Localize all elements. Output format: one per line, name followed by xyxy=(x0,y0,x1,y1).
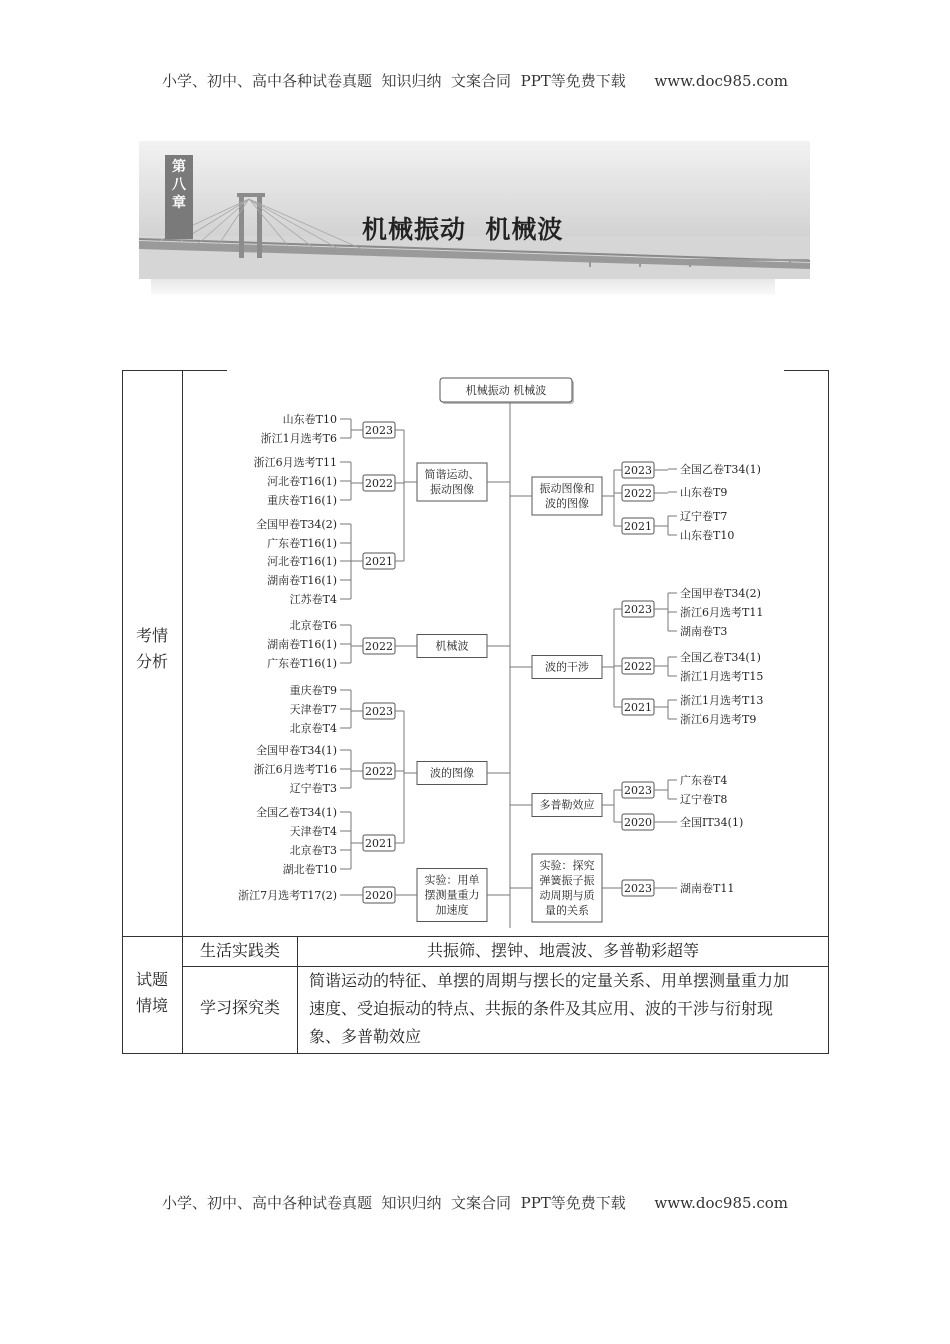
year-label: 2021 xyxy=(365,837,393,850)
root-label: 机械振动 机械波 xyxy=(465,384,547,397)
reference-item: 广东卷T16(1) xyxy=(267,537,337,550)
right-topic-label: 多普勒效应 xyxy=(539,798,595,812)
year-label: 2022 xyxy=(365,640,393,653)
left-topic-label: 振动图像 xyxy=(430,483,474,496)
reference-item: 湖南卷T3 xyxy=(680,625,728,638)
year-label: 2022 xyxy=(624,660,652,673)
left-topic-label: 简谐运动、 xyxy=(424,468,480,481)
right-topic-label: 波的干涉 xyxy=(545,660,589,674)
chapter-char: 八 xyxy=(172,177,186,193)
reference-item: 广东卷T4 xyxy=(680,774,728,787)
year-label: 2021 xyxy=(624,701,652,714)
year-label: 2023 xyxy=(624,882,652,895)
reference-item: 全国乙卷T34(1) xyxy=(256,806,337,819)
reference-item: 湖南卷T16(1) xyxy=(267,574,337,587)
reference-item: 浙江1月选考T13 xyxy=(680,694,764,707)
reference-item: 河北卷T16(1) xyxy=(267,475,337,488)
row-label-scenario xyxy=(122,967,182,1019)
banner-shadow xyxy=(151,279,775,295)
content-line: 速度、受迫振动的特点、共振的条件及其应用、波的干涉与衍射现 xyxy=(309,999,774,1018)
reference-item: 全国甲卷T34(1) xyxy=(256,744,337,757)
left-topic-label: 加速度 xyxy=(435,903,469,917)
year-label: 2022 xyxy=(365,765,393,778)
reference-item: 辽宁卷T8 xyxy=(680,793,728,806)
reference-item: 天津卷T7 xyxy=(289,703,337,716)
reference-item: 山东卷T10 xyxy=(282,413,337,426)
left-topic-label: 机械波 xyxy=(435,639,469,653)
label-line: 试题 xyxy=(135,970,168,989)
category-life-practice: 生活实践类 xyxy=(199,941,280,960)
right-topic-label: 波的图像 xyxy=(545,497,589,510)
chapter-char: 第 xyxy=(172,159,186,175)
reference-item: 山东卷T10 xyxy=(680,529,735,542)
right-topic-label: 振动图像和 xyxy=(539,482,595,495)
reference-item: 浙江6月选考T11 xyxy=(253,456,337,469)
category-study-inquiry: 学习探究类 xyxy=(199,998,280,1017)
chapter-tag xyxy=(165,155,193,239)
page-footer: 小学、初中、高中各种试卷真题 知识归纳 文案合同 PPT等免费下载 www.doc985.com xyxy=(161,1194,788,1212)
reference-item: 天津卷T4 xyxy=(289,825,337,838)
reference-item: 北京卷T6 xyxy=(289,619,337,632)
reference-item: 辽宁卷T7 xyxy=(680,510,728,523)
right-topic-label: 量的关系 xyxy=(545,904,589,917)
reference-item: 浙江6月选考T9 xyxy=(680,713,757,726)
knowledge-mindmap xyxy=(122,370,829,936)
reference-item: 北京卷T4 xyxy=(289,722,337,735)
content-study-inquiry xyxy=(309,967,824,1051)
year-label: 2023 xyxy=(365,424,393,437)
reference-item: 全国乙卷T34(1) xyxy=(680,651,761,664)
reference-item: 浙江7月选考T17(2) xyxy=(238,889,337,902)
right-topic-label: 弹簧振子振 xyxy=(539,874,595,887)
right-topic-label: 实验：探究 xyxy=(539,859,595,872)
reference-item: 全国乙卷T34(1) xyxy=(680,463,761,476)
reference-item: 重庆卷T16(1) xyxy=(267,494,337,507)
reference-item: 浙江1月选考T6 xyxy=(260,432,337,445)
reference-item: 湖北卷T10 xyxy=(282,863,337,876)
year-label: 2023 xyxy=(624,464,652,477)
year-label: 2023 xyxy=(624,784,652,797)
reference-item: 重庆卷T9 xyxy=(289,684,337,697)
page-header: 小学、初中、高中各种试卷真题 知识归纳 文案合同 PPT等免费下载 www.doc985.com xyxy=(161,72,788,90)
year-label: 2022 xyxy=(365,477,393,490)
reference-item: 浙江6月选考T11 xyxy=(680,606,764,619)
left-topic-label: 摆测量重力 xyxy=(424,888,480,902)
year-label: 2022 xyxy=(624,487,652,500)
reference-item: 北京卷T3 xyxy=(289,844,337,857)
left-topic-label: 实验：用单 xyxy=(424,873,480,887)
year-label: 2020 xyxy=(365,889,393,902)
reference-item: 山东卷T9 xyxy=(680,486,728,499)
reference-item: 湖南卷T16(1) xyxy=(267,638,337,651)
reference-item: 河北卷T16(1) xyxy=(267,555,337,568)
year-label: 2020 xyxy=(624,816,652,829)
reference-item: 全国甲卷T34(2) xyxy=(680,587,761,600)
year-label: 2023 xyxy=(365,705,393,718)
reference-item: 浙江1月选考T15 xyxy=(680,670,764,683)
exam-analysis-table xyxy=(122,370,829,1054)
label-line: 分析 xyxy=(135,652,168,671)
reference-item: 广东卷T16(1) xyxy=(267,657,337,670)
reference-item: 全国甲卷T34(2) xyxy=(256,518,337,531)
year-label: 2021 xyxy=(365,555,393,568)
reference-item: 湖南卷T11 xyxy=(680,882,735,895)
year-label: 2021 xyxy=(624,520,652,533)
chapter-title: 机械振动 机械波 xyxy=(362,215,564,244)
reference-item: 辽宁卷T3 xyxy=(289,782,337,795)
reference-item: 浙江6月选考T16 xyxy=(253,763,337,776)
chapter-char: 章 xyxy=(172,195,186,211)
reference-item: 全国ⅠT34(1) xyxy=(680,816,744,829)
left-topic-label: 波的图像 xyxy=(430,766,474,780)
reference-item: 江苏卷T4 xyxy=(289,593,337,606)
content-line: 象、多普勒效应 xyxy=(309,1027,422,1046)
right-topic-label: 动周期与质 xyxy=(539,889,595,902)
label-line: 情境 xyxy=(135,996,168,1015)
label-line: 考情 xyxy=(135,626,168,645)
content-life-practice: 共振筛、摆钟、地震波、多普勒彩超等 xyxy=(426,941,699,960)
year-label: 2023 xyxy=(624,603,652,616)
content-line: 简谐运动的特征、单摆的周期与摆长的定量关系、用单摆测量重力加 xyxy=(309,971,790,990)
